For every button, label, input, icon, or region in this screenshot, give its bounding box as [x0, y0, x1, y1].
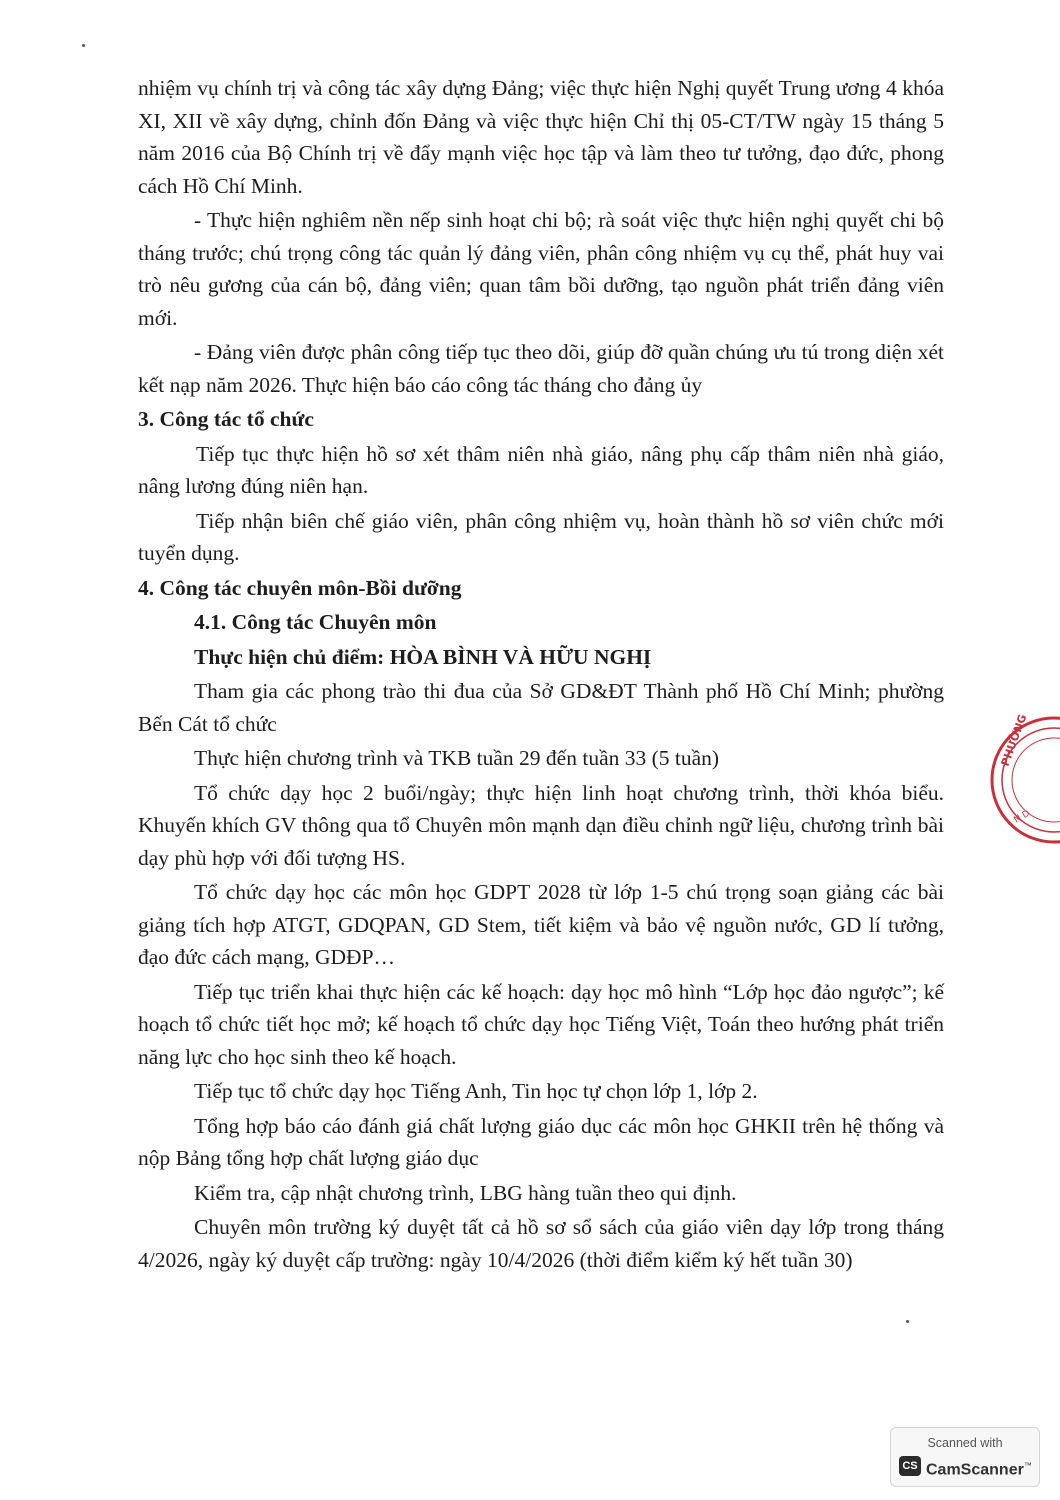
- paragraph-political-tasks: nhiệm vụ chính trị và công tác xây dựng Đảng; việc thực hiện Nghị quyết Trung ương 4 khóa XI, XII về xây dựng, chỉnh đốn Đảng và việc thực hiện Chỉ thị 05-CT/TW ngày 15 tháng 5 năm 2016 của Bộ Chính trị về đẩy mạnh việc học tập và làm theo tư tưởng, đạo đức, phong cách Hồ Chí Minh.: [138, 76, 944, 198]
- document-body: [138, 72, 944, 1278]
- section-heading-professional: 4. Công tác chuyên môn-Bồi dưỡng: [138, 575, 462, 600]
- scanned-with-label: Scanned with: [927, 1436, 1003, 1450]
- section-heading-organization: 3. Công tác tổ chức: [138, 407, 314, 431]
- svg-text:N D: N D: [1012, 808, 1032, 826]
- paragraph-party-members: - Đảng viên được phân công tiếp tục theo dõi, giúp đỡ quần chúng ưu tú trong diện xét kết nạp năm 2026. Thực hiện báo cáo công tác tháng cho đảng ủy: [138, 340, 944, 397]
- seal-text: PHƯỜNG: [998, 712, 1030, 769]
- official-seal-partial: [986, 705, 1060, 855]
- paragraph-competition: Tham gia các phong trào thi đua của Sở GD&ĐT Thành phố Hồ Chí Minh; phường Bến Cát tổ chức: [138, 679, 944, 736]
- paragraph-plans: Tiếp tục triển khai thực hiện các kế hoạch: dạy học mô hình “Lớp học đảo ngược”; kế hoạch tổ chức tiết học mở; kế hoạch tổ chức dạy học Tiếng Việt, Toán theo hướng phát triển năng lực cho học sinh theo kế hoạch.: [138, 979, 944, 1069]
- paragraph-schedule: Thực hiện chương trình và TKB tuần 29 đến tuần 33 (5 tuần): [194, 746, 720, 770]
- paragraph-two-sessions: Tổ chức dạy học 2 buổi/ngày; thực hiện linh hoạt chương trình, thời khóa biểu. Khuyến khích GV thông qua tổ Chuyên môn mạnh dạn điều chỉnh ngữ liệu, chương trình bài dạy phù hợp với đối tượng HS.: [138, 780, 944, 870]
- paragraph-gdpt-subjects: Tổ chức dạy học các môn học GDPT 2028 từ lớp 1-5 chú trọng soạn giảng các bài giảng tích hợp ATGT, GDQPAN, GD Stem, tiết kiệm và bảo vệ nguồn nước, GD lí tưởng, đạo đức cách mạng, GDĐP…: [138, 880, 944, 969]
- theme-line: [138, 641, 944, 674]
- trademark: ™: [1023, 1461, 1032, 1470]
- paragraph-seniority: Tiếp tục thực hiện hồ sơ xét thâm niên nhà giáo, nâng phụ cấp thâm niên nhà giáo, nâng lương đúng niên hạn.: [138, 441, 944, 498]
- camscanner-badge: [890, 1427, 1040, 1487]
- camscanner-logo-icon: CS: [899, 1456, 921, 1476]
- paragraph-staffing: Tiếp nhận biên chế giáo viên, phân công nhiệm vụ, hoàn thành hồ sơ viên chức mới tuyển dụng.: [138, 508, 944, 565]
- paragraph-approval: Chuyên môn trường ký duyệt tất cả hồ sơ sổ sách của giáo viên dạy lớp trong tháng 4/2026, ngày ký duyệt cấp trường: ngày 10/4/2026 (thời điểm kiểm ký hết tuần 30): [138, 1215, 944, 1272]
- theme-prefix: Thực hiện chủ điểm:: [194, 644, 390, 669]
- paragraph-quality-report: Tổng hợp báo cáo đánh giá chất lượng giáo dục các môn học GHKII trên hệ thống và nộp Bảng tổng hợp chất lượng giáo dục: [138, 1113, 944, 1170]
- paragraph-checking: Kiểm tra, cập nhật chương trình, LBG hàng tuần theo qui định.: [194, 1180, 737, 1205]
- subsection-heading-professional-work: 4.1. Công tác Chuyên môn: [194, 610, 437, 634]
- camscanner-name-text: CamScanner: [926, 1461, 1024, 1479]
- paragraph-party-cell: - Thực hiện nghiêm nền nếp sinh hoạt chi bộ; rà soát việc thực hiện nghị quyết chi bộ tháng trước; chú trọng công tác quản lý đảng viên, phân công nhiệm vụ cụ thể, phát huy vai trò nêu gương của cán bộ, đảng viên; quan tâm bồi dưỡng, tạo nguồn phát triển đảng viên mới.: [138, 208, 944, 330]
- theme-name: HÒA BÌNH VÀ HỮU NGHỊ: [389, 644, 652, 669]
- camscanner-name: [926, 1456, 1032, 1480]
- scan-speck: [82, 44, 85, 47]
- scan-speck-2: [906, 1320, 909, 1323]
- paragraph-english-it: Tiếp tục tổ chức dạy học Tiếng Anh, Tin học tự chọn lớp 1, lớp 2.: [194, 1079, 758, 1103]
